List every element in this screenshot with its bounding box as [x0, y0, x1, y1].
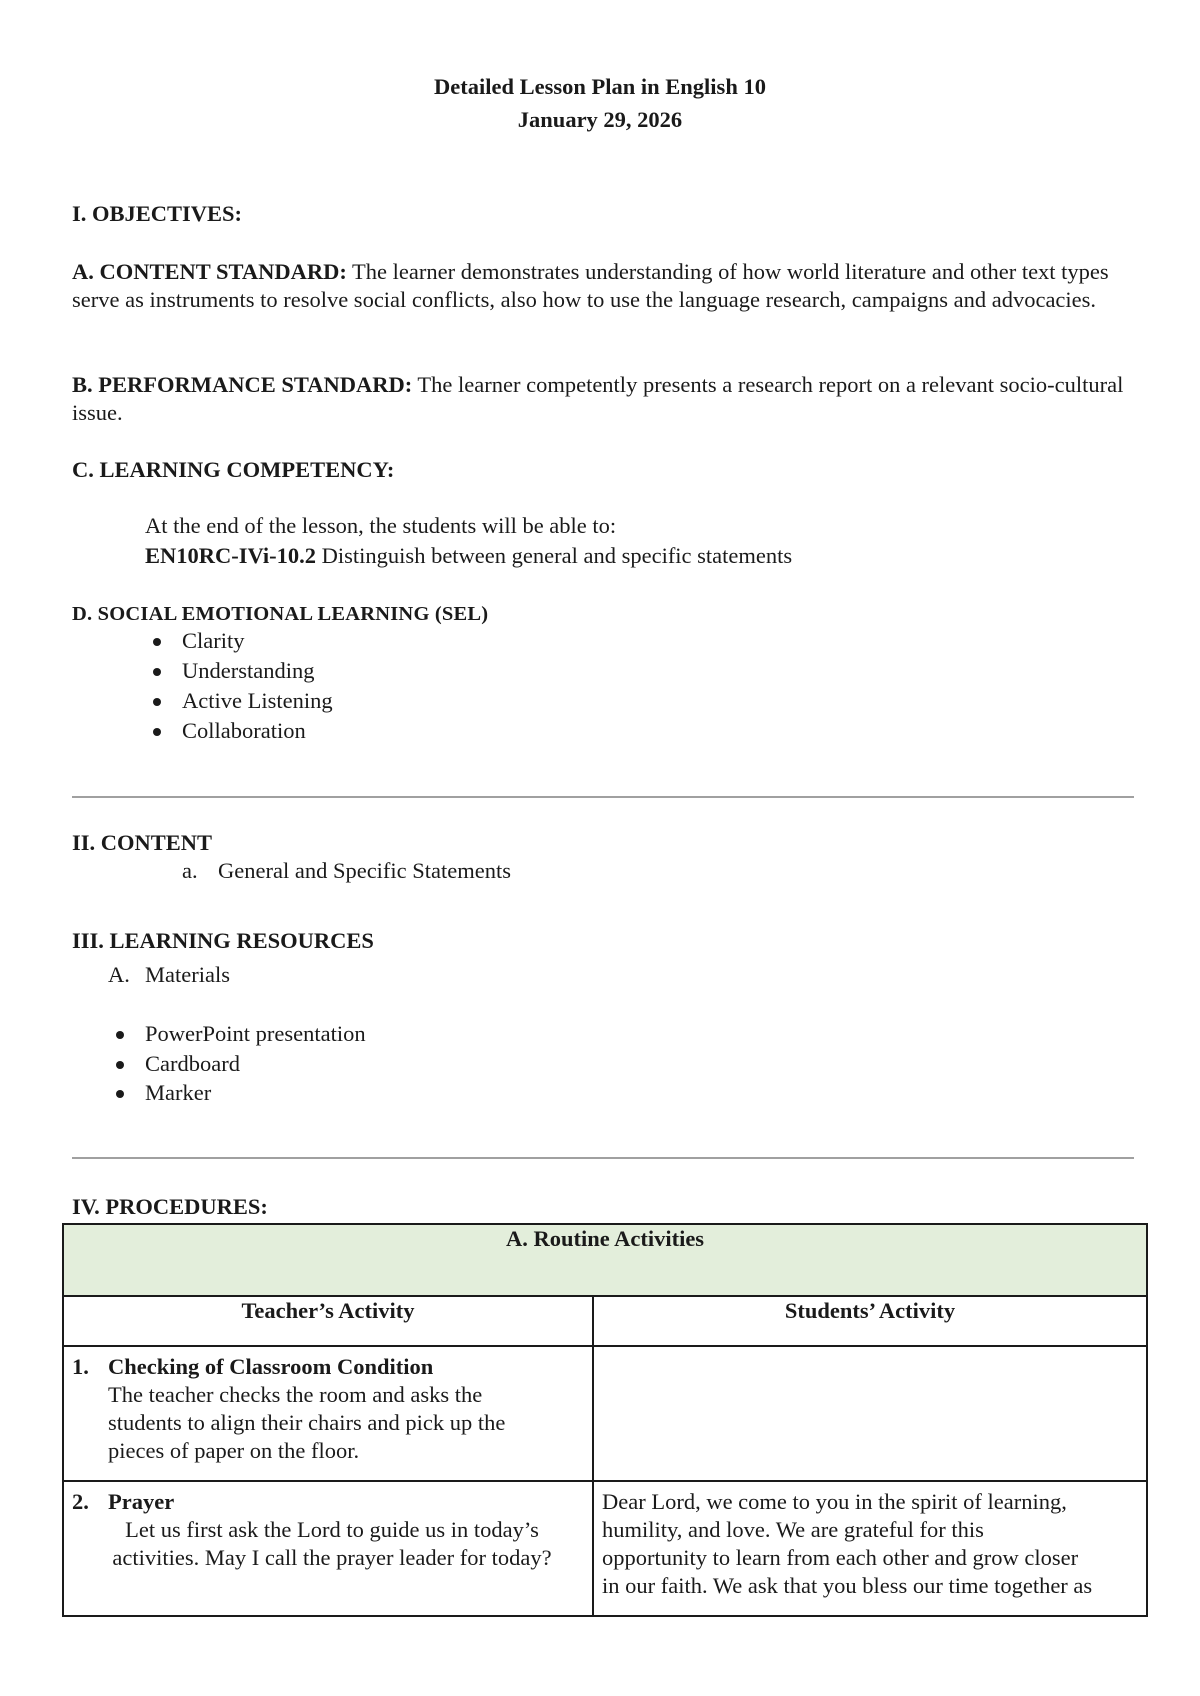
item-number: 2. [72, 1489, 89, 1514]
materials-label: Materials [145, 962, 230, 987]
learning-competency-statement [145, 542, 792, 570]
table-row [63, 1224, 1147, 1296]
materials-letter: A. [108, 962, 130, 987]
students-activity-cell [593, 1481, 1147, 1616]
table-row [63, 1346, 1147, 1481]
teacher-activity-cell [63, 1346, 593, 1481]
sel-list [182, 627, 333, 747]
performance-standard-text: The learner competently presents a research report on a relevant socio-cultural issue. [72, 372, 1124, 425]
teacher-activity-column-header: Teacher’s Activity [63, 1296, 593, 1346]
bullet-icon [116, 1090, 124, 1098]
performance-standard [72, 371, 1132, 427]
students-activity-cell [593, 1346, 1147, 1481]
list-item: Collaboration [182, 717, 333, 747]
bullet-icon [116, 1031, 124, 1039]
objectives-heading: I. OBJECTIVES: [72, 201, 243, 226]
item-description: The teacher checks the room and asks the students to align their chairs and pick up the pieces of paper on the floor. [108, 1382, 506, 1463]
document-date: January 29, 2026 [517, 107, 683, 132]
content-standard-label: A. CONTENT STANDARD: [72, 259, 347, 284]
bullet-icon [153, 728, 161, 736]
sel-heading: D. SOCIAL EMOTIONAL LEARNING (SEL) [72, 603, 489, 625]
routine-activities-header: A. Routine Activities [63, 1224, 1147, 1296]
bullet-icon [153, 668, 161, 676]
item-description: Let us first ask the Lord to guide us in today’s activities. May I call the prayer leader for today? [112, 1517, 552, 1570]
table-row [63, 1296, 1147, 1346]
student-prayer-text: Dear Lord, we come to you in the spirit of learning, humility, and love. We are grateful for this opportunity to learn from each other and grow closer in our faith. We ask that you bless our time together as [602, 1489, 1093, 1598]
list-item: Clarity [182, 627, 333, 657]
list-item: PowerPoint presentation [145, 1020, 366, 1050]
item-number: 1. [72, 1354, 89, 1379]
document-title: Detailed Lesson Plan in English 10 [434, 74, 766, 99]
item-title: Checking of Classroom Condition [108, 1354, 434, 1379]
content-heading: II. CONTENT [72, 830, 213, 855]
content-item-text: General and Specific Statements [218, 858, 512, 883]
bullet-icon [153, 698, 161, 706]
competency-code: EN10RC-IVi-10.2 [145, 543, 317, 568]
item-title: Prayer [108, 1489, 175, 1514]
list-item: Understanding [182, 657, 333, 687]
learning-competency-heading: C. LEARNING COMPETENCY: [72, 457, 395, 482]
procedures-table [62, 1223, 1148, 1617]
performance-standard-label: B. PERFORMANCE STANDARD: [72, 372, 413, 397]
competency-text: Distinguish between general and specific statements [316, 543, 793, 568]
learning-competency-intro: At the end of the lesson, the students will be able to: [145, 513, 617, 538]
students-activity-column-header: Students’ Activity [593, 1296, 1147, 1346]
content-standard-text: The learner demonstrates understanding of how world literature and other text types serve as instruments to resolve social conflicts, also how to use the language research, campaigns and advocacies. [72, 259, 1109, 312]
bullet-icon [116, 1061, 124, 1069]
procedures-heading: IV. PROCEDURES: [72, 1194, 268, 1219]
list-item: Cardboard [145, 1050, 366, 1080]
teacher-activity-cell [63, 1481, 593, 1616]
content-standard [72, 258, 1132, 314]
bullet-icon [153, 638, 161, 646]
section-divider [72, 1157, 1134, 1159]
list-item: Marker [145, 1079, 366, 1109]
list-item: Active Listening [182, 687, 333, 717]
learning-resources-heading: III. LEARNING RESOURCES [72, 928, 374, 953]
table-row [63, 1481, 1147, 1616]
materials-list [145, 1020, 366, 1109]
section-divider [72, 796, 1134, 798]
content-item-letter: a. [182, 858, 198, 883]
